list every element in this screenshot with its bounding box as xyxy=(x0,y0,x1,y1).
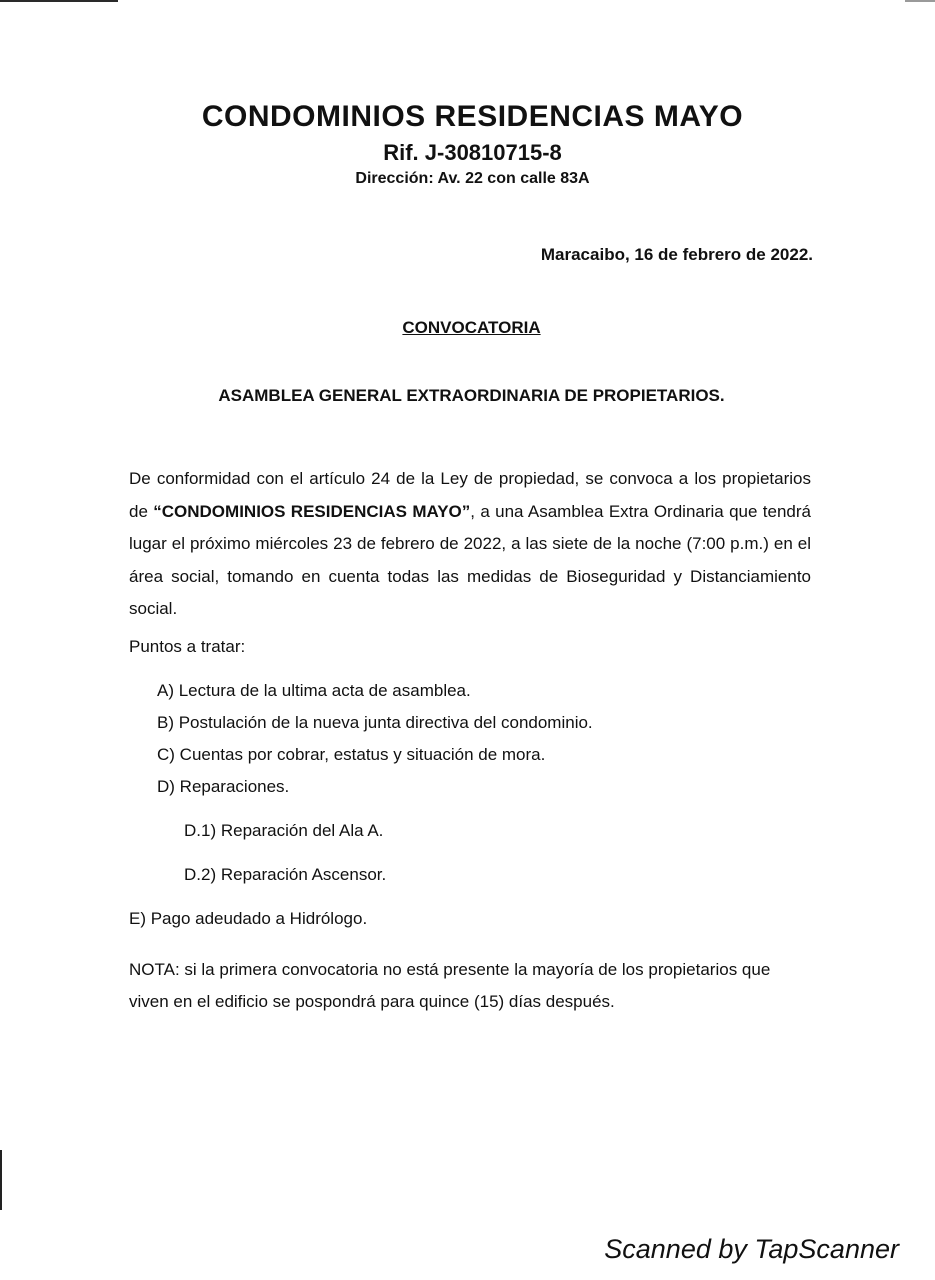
convocation-paragraph xyxy=(129,463,811,626)
agenda-label: Puntos a tratar: xyxy=(129,637,246,656)
date-line: Maracaibo, 16 de febrero de 2022. xyxy=(540,245,813,264)
paragraph-condominium-name: “CONDOMINIOS RESIDENCIAS MAYO” xyxy=(153,501,471,521)
agenda-item-a: A) Lectura de la ultima acta de asamblea. xyxy=(157,681,471,700)
scan-edge-left xyxy=(0,1150,2,1210)
scan-edge-top-left xyxy=(0,0,118,2)
letterhead-rif: Rif. J-30810715-8 xyxy=(383,140,562,165)
paragraph-part-2: , a una Asamblea Extra Ordinaria que tendrá lugar el próximo miércoles 23 de febrero de 2022, a las siete de la noche (7:00 p.m.) en el área social, tomando en cuenta todas las medidas de Bioseguridad y Distanciamiento social. xyxy=(129,501,811,618)
letterhead-title: CONDOMINIOS RESIDENCIAS MAYO xyxy=(201,100,744,133)
agenda-item-b: B) Postulación de la nueva junta directiva del condominio. xyxy=(157,713,593,732)
assembly-subtitle: ASAMBLEA GENERAL EXTRAORDINARIA DE PROPIETARIOS. xyxy=(218,386,725,405)
paragraph-part-1: De conformidad con el artículo 24 de la Ley de propiedad, se convoca a los propietarios de xyxy=(129,469,811,521)
convocatoria-heading: CONVOCATORIA xyxy=(402,318,541,337)
agenda-item-e: E) Pago adeudado a Hidrólogo. xyxy=(129,909,368,928)
agenda-item-d: D) Reparaciones. xyxy=(157,777,290,796)
agenda-subitem-d1: D.1) Reparación del Ala A. xyxy=(184,821,384,840)
scanner-watermark: Scanned by TapScanner xyxy=(604,1234,899,1264)
scan-edge-top-right xyxy=(905,0,935,2)
agenda-item-c: C) Cuentas por cobrar, estatus y situación de mora. xyxy=(157,745,546,764)
nota-paragraph: NOTA: si la primera convocatoria no está presente la mayoría de los propietarios que viven en el edificio se pospondrá para quince (15) días después. xyxy=(129,960,771,1011)
agenda-subitem-d2: D.2) Reparación Ascensor. xyxy=(184,865,387,884)
letterhead-address: Dirección: Av. 22 con calle 83A xyxy=(355,170,590,187)
